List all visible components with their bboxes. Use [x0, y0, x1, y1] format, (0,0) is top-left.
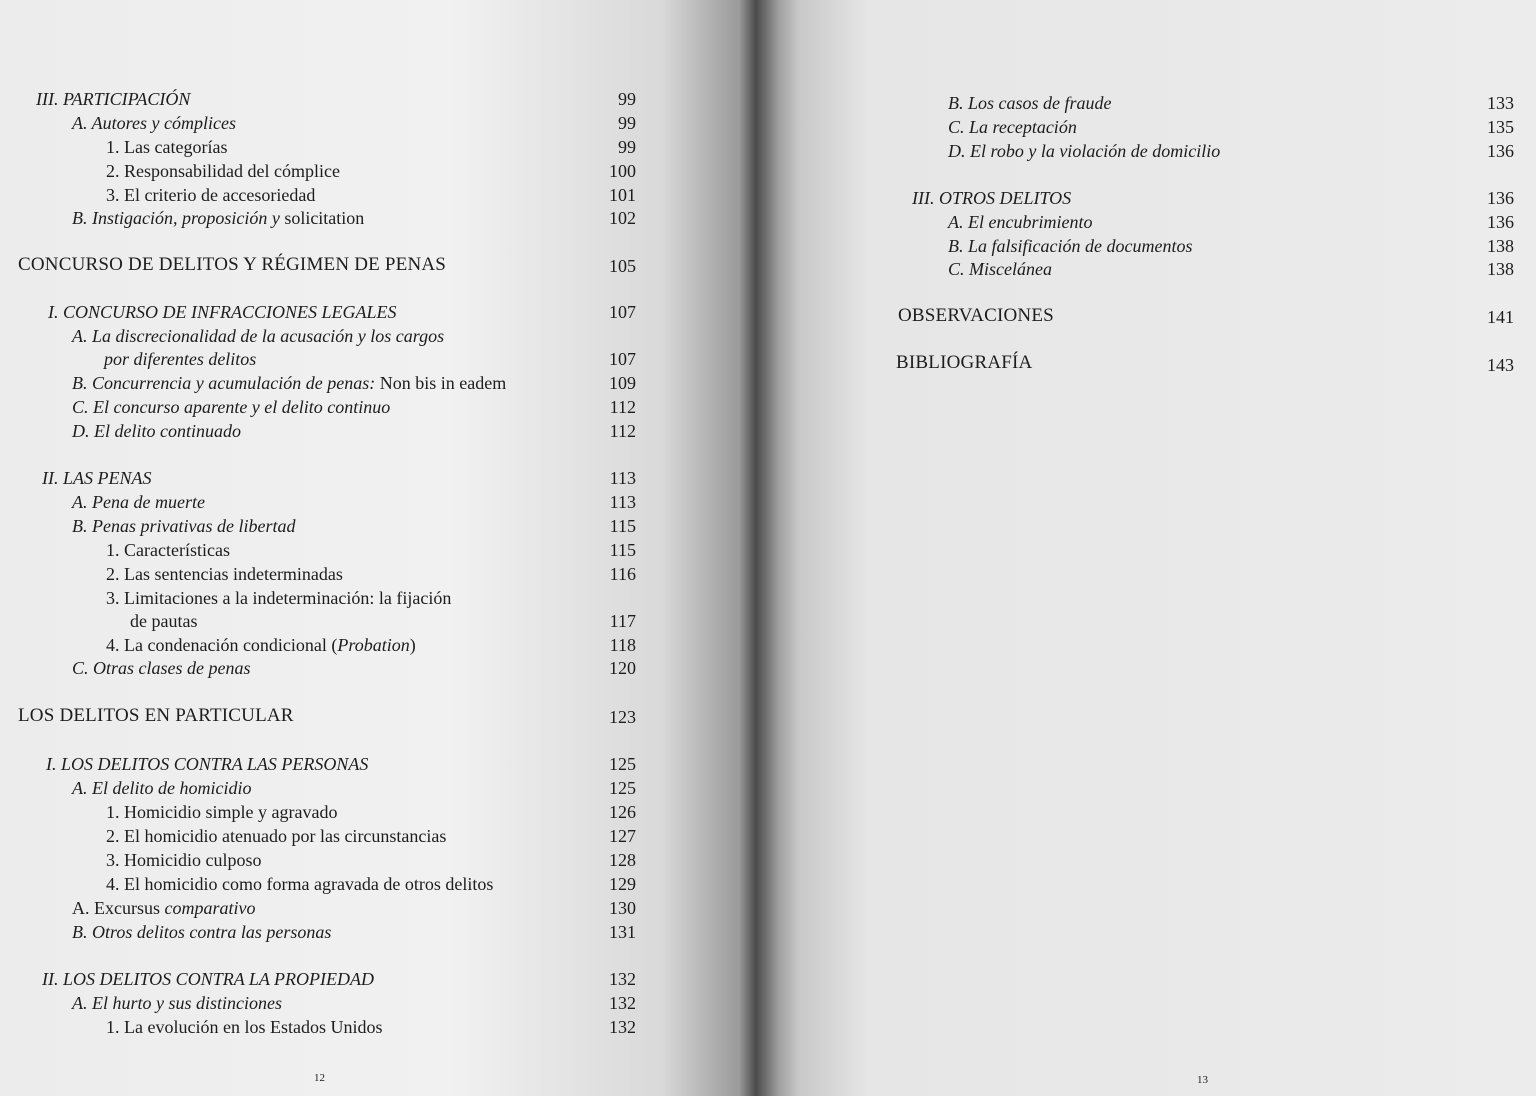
toc-page-number: 132	[609, 993, 636, 1013]
toc-entry	[106, 634, 416, 656]
toc-page-number: 118	[609, 635, 636, 655]
toc-entry: 3. Homicidio culposo	[106, 850, 262, 870]
left-page	[0, 0, 752, 1096]
toc-page-number: 136	[1487, 188, 1514, 208]
toc-section-heading: LOS DELITOS EN PARTICULAR	[18, 705, 294, 726]
toc-entry-italic: Probation	[337, 635, 410, 655]
toc-entry: A. Autores y cómplices	[72, 113, 236, 133]
toc-page-number: 141	[1487, 307, 1514, 327]
toc-page-number: 138	[1487, 259, 1514, 279]
toc-page-number: 116	[609, 564, 636, 584]
toc-section-heading: OBSERVACIONES	[898, 305, 1054, 326]
toc-page-number: 143	[1487, 355, 1514, 375]
toc-page-number: 131	[609, 922, 636, 942]
toc-page-number: 99	[618, 113, 636, 133]
toc-page-number: 132	[609, 969, 636, 989]
toc-page-number: 135	[1487, 117, 1514, 137]
toc-entry-roman: A. Excursus	[72, 898, 160, 918]
toc-entry	[72, 372, 506, 394]
toc-entry	[72, 207, 364, 229]
toc-entry: B. La falsificación de documentos	[948, 236, 1193, 256]
toc-section-heading: BIBLIOGRAFÍA	[896, 352, 1033, 373]
toc-entry: 1. Las categorías	[106, 137, 228, 157]
toc-entry: 2. Las sentencias indeterminadas	[106, 564, 343, 584]
toc-entry: 3. Limitaciones a la indeterminación: la fijación	[106, 588, 452, 608]
toc-page-number: 127	[609, 826, 636, 846]
toc-page-number: 112	[609, 397, 636, 417]
toc-page-number: 129	[609, 874, 636, 894]
toc-entry: I. CONCURSO DE INFRACCIONES LEGALES	[48, 302, 397, 322]
toc-page-number: 138	[1487, 236, 1514, 256]
toc-entry: 1. Características	[106, 540, 230, 560]
toc-entry: A. El hurto y sus distinciones	[72, 993, 282, 1013]
toc-entry: B. Penas privativas de libertad	[72, 516, 296, 536]
toc-page-number: 102	[609, 208, 636, 228]
toc-entry-italic: B. Concurrencia y acumulación de penas:	[72, 373, 376, 393]
toc-entry: D. El delito continuado	[72, 421, 241, 441]
toc-entry: 4. El homicidio como forma agravada de otros delitos	[106, 874, 494, 894]
toc-entry: D. El robo y la violación de domicilio	[948, 141, 1221, 161]
toc-entry: C. Miscelánea	[948, 259, 1052, 279]
toc-page-number: 113	[609, 468, 636, 488]
toc-page-number: 123	[609, 707, 636, 727]
toc-entry: de pautas	[130, 611, 198, 631]
toc-entry: 2. Responsabilidad del cómplice	[106, 161, 340, 181]
toc-page-number: 115	[609, 516, 636, 536]
toc-entry: A. La discrecionalidad de la acusación y los cargos	[72, 326, 445, 346]
toc-page-number: 107	[609, 302, 636, 322]
toc-page-number: 105	[609, 256, 636, 276]
toc-entry: A. Pena de muerte	[72, 492, 205, 512]
toc-entry-italic: comparativo	[160, 898, 256, 918]
toc-entry: III. OTROS DELITOS	[912, 188, 1072, 208]
toc-page-number: 120	[609, 658, 636, 678]
toc-page-number: 112	[609, 421, 636, 441]
toc-entry-italic: B. Instigación, proposición y	[72, 208, 280, 228]
toc-page-number: 136	[1487, 141, 1514, 161]
page-folio: 12	[314, 1072, 325, 1084]
toc-entry: C. Otras clases de penas	[72, 658, 251, 678]
toc-entry: I. LOS DELITOS CONTRA LAS PERSONAS	[46, 754, 369, 774]
toc-page-number: 107	[609, 349, 636, 369]
toc-page-number: 99	[618, 89, 636, 109]
toc-entry: II. LOS DELITOS CONTRA LA PROPIEDAD	[42, 969, 375, 989]
toc-page-number: 125	[609, 778, 636, 798]
toc-page-number: 109	[609, 373, 636, 393]
toc-entry-roman: solicitation	[279, 208, 365, 228]
toc-entry: C. El concurso aparente y el delito continuo	[72, 397, 391, 417]
toc-page-number: 115	[609, 540, 636, 560]
toc-entry: B. Otros delitos contra las personas	[72, 922, 332, 942]
toc-entry: 2. El homicidio atenuado por las circunstancias	[106, 826, 447, 846]
toc-page-number: 136	[1487, 212, 1514, 232]
book-gutter	[738, 0, 778, 1096]
toc-page-number: 130	[609, 898, 636, 918]
toc-page-number: 133	[1487, 93, 1514, 113]
toc-entry: B. Los casos de fraude	[948, 93, 1112, 113]
toc-entry	[72, 897, 255, 919]
toc-entry-roman: Non bis in eadem	[375, 373, 507, 393]
toc-entry: III. PARTICIPACIÓN	[36, 89, 191, 109]
right-page	[760, 0, 1536, 1096]
toc-page-number: 128	[609, 850, 636, 870]
toc-entry: 3. El criterio de accesoriedad	[106, 185, 316, 205]
toc-page-number: 99	[618, 137, 636, 157]
toc-entry-roman: 4. La condenación condicional (	[106, 635, 338, 655]
toc-page-number: 113	[609, 492, 636, 512]
toc-page-number: 126	[609, 802, 636, 822]
toc-entry: C. La receptación	[948, 117, 1077, 137]
toc-entry-roman: )	[409, 635, 416, 655]
toc-entry: A. El encubrimiento	[948, 212, 1093, 232]
toc-section-heading: CONCURSO DE DELITOS Y RÉGIMEN DE PENAS	[18, 254, 447, 275]
toc-page-number: 117	[609, 611, 636, 631]
toc-entry: II. LAS PENAS	[42, 468, 152, 488]
toc-page-number: 100	[609, 161, 636, 181]
toc-entry: 1. Homicidio simple y agravado	[106, 802, 338, 822]
toc-page-number: 125	[609, 754, 636, 774]
toc-entry: 1. La evolución en los Estados Unidos	[106, 1017, 383, 1037]
toc-page-number: 132	[609, 1017, 636, 1037]
toc-page-number: 101	[609, 185, 636, 205]
toc-entry: por diferentes delitos	[104, 349, 257, 369]
page-folio: 13	[1197, 1074, 1208, 1086]
toc-entry: A. El delito de homicidio	[72, 778, 252, 798]
